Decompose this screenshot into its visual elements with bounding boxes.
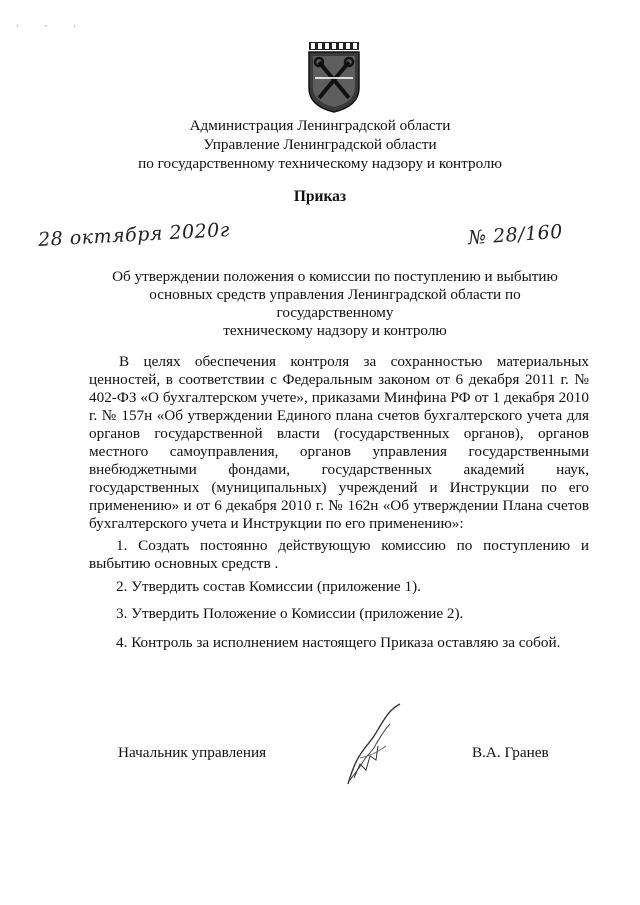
order-item-4: 4. Контроль за исполнением настоящего Приказа оставляю за собой. bbox=[116, 634, 561, 651]
coat-of-arms-icon bbox=[303, 40, 365, 114]
order-item-3: 3. Утвердить Положение о Комиссии (приложение 2). bbox=[116, 605, 464, 622]
subject-line-2: основных средств управления Ленинградской области по государственному bbox=[149, 286, 521, 321]
org-line-1: Администрация Ленинградской области bbox=[189, 117, 451, 134]
order-subject bbox=[90, 268, 580, 340]
order-item-2: 2. Утвердить состав Комиссии (приложение 1). bbox=[116, 578, 421, 595]
signatory-role: Начальник управления bbox=[118, 744, 267, 761]
org-line-3: по государственному техническому надзору и контролю bbox=[138, 155, 502, 172]
subject-line-1: Об утверждении положения о комиссии по поступлению и выбытию bbox=[112, 268, 558, 285]
signatory-name: В.А. Гранев bbox=[472, 744, 549, 761]
order-item-1: 1. Создать постоянно действующую комиссию по поступлению и выбытию основных средств . bbox=[89, 537, 589, 572]
subject-line-3: техническому надзору и контролю bbox=[223, 322, 447, 339]
scan-specks: · · · bbox=[16, 22, 88, 31]
org-header bbox=[120, 116, 520, 173]
org-line-2: Управление Ленинградской области bbox=[203, 136, 437, 153]
handwritten-signature bbox=[340, 700, 410, 790]
handwritten-date: 28 октября 2020г bbox=[37, 218, 231, 252]
body-intro-paragraph: В целях обеспечения контроля за сохранностью материальных ценностей, в соответствии с Федеральным законом от 6 декабря 2011 г. № 402-ФЗ «О бухгалтерском учете», приказами Минфина РФ от 1 декабря 2010 г. № 157н «Об утверждении Единого плана счетов бухгалтерского учета для органов государственной власти (государственных органов), органов местного самоуправления, органов управления государственными внебюджетными фондами, государственных академий наук, государственных (муниципальных) учреждений и Инструкции по его применению» и от 6 декабря 2010 г. № 162н «Об утверждении Плана счетов бухгалтерского учета и Инструкции по его применению»: bbox=[89, 353, 589, 532]
document-title: Приказ bbox=[293, 188, 347, 205]
handwritten-number: № 28/160 bbox=[467, 220, 564, 250]
